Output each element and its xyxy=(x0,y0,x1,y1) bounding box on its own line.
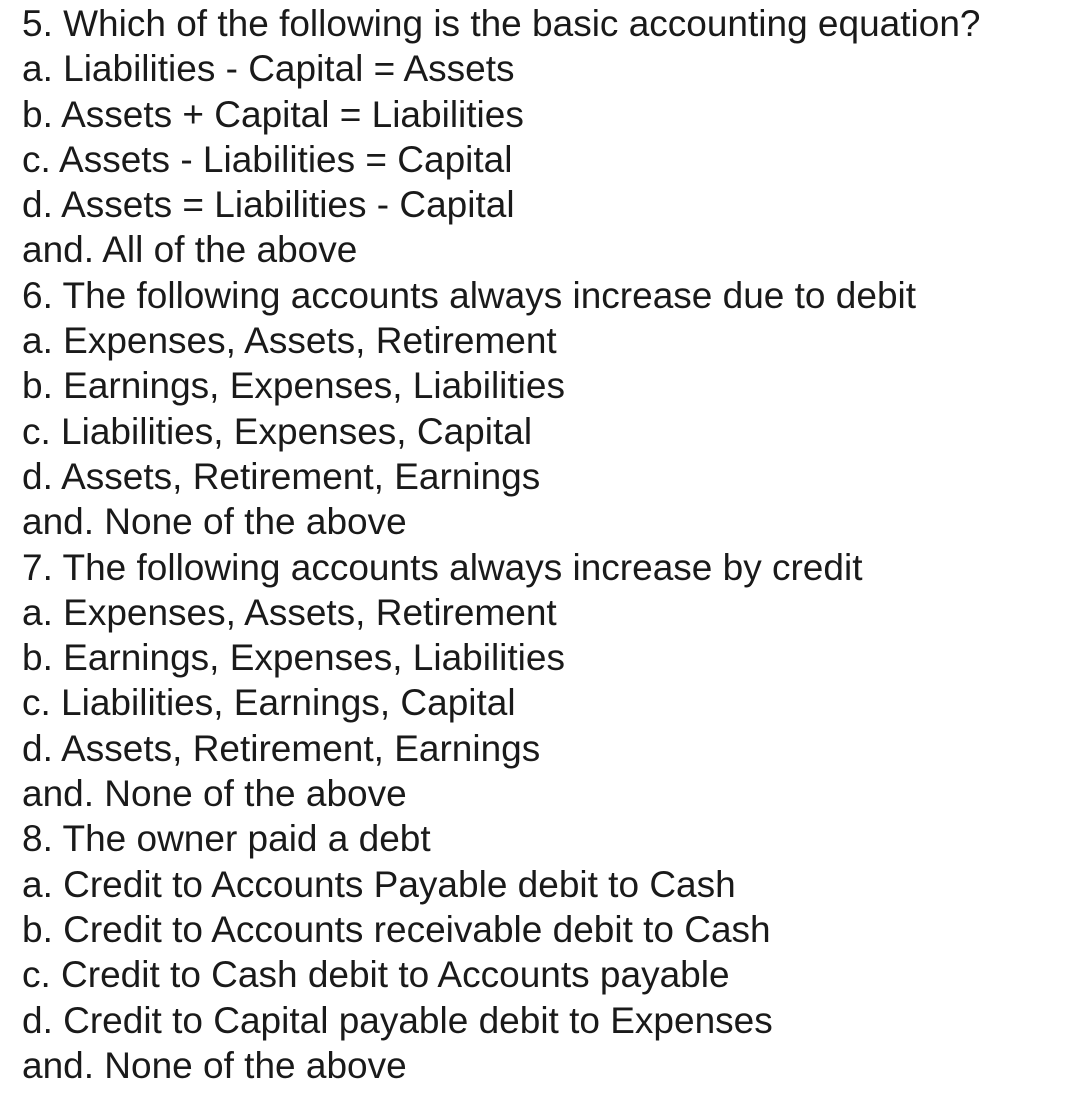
quiz-document xyxy=(22,1,1072,1088)
question-block xyxy=(22,816,1072,1088)
answer-option: d. Assets, Retirement, Earnings xyxy=(22,727,541,769)
answer-option: a. Expenses, Assets, Retirement xyxy=(22,591,557,633)
question-block xyxy=(22,1,1072,273)
answer-option: a. Liabilities - Capital = Assets xyxy=(22,48,515,90)
question-block xyxy=(22,545,1072,817)
question-prompt: 7. The following accounts always increase by credit xyxy=(22,546,863,588)
answer-option: and. All of the above xyxy=(22,229,358,271)
question-prompt: 5. Which of the following is the basic accounting equation? xyxy=(22,3,981,44)
answer-option: and. None of the above xyxy=(22,773,407,815)
answer-option: a. Expenses, Assets, Retirement xyxy=(22,320,557,362)
question-prompt: 6. The following accounts always increase due to debit xyxy=(22,274,917,316)
answer-option: b. Credit to Accounts receivable debit to Cash xyxy=(22,908,771,950)
question-block xyxy=(22,273,1072,545)
answer-option: c. Assets - Liabilities = Capital xyxy=(22,138,513,180)
answer-option: b. Earnings, Expenses, Liabilities xyxy=(22,637,565,679)
question-prompt: 8. The owner paid a debt xyxy=(22,818,431,860)
answer-option: a. Credit to Accounts Payable debit to Cash xyxy=(22,863,736,905)
answer-option: d. Assets, Retirement, Earnings xyxy=(22,455,541,497)
answer-option: c. Credit to Cash debit to Accounts payable xyxy=(22,954,730,996)
answer-option: c. Liabilities, Expenses, Capital xyxy=(22,410,533,452)
answer-option: d. Credit to Capital payable debit to Expenses xyxy=(22,999,773,1041)
answer-option: b. Assets + Capital = Liabilities xyxy=(22,93,524,135)
answer-option: and. None of the above xyxy=(22,501,407,543)
answer-option: and. None of the above xyxy=(22,1044,407,1086)
answer-option: d. Assets = Liabilities - Capital xyxy=(22,184,515,226)
answer-option: b. Earnings, Expenses, Liabilities xyxy=(22,365,565,407)
answer-option: c. Liabilities, Earnings, Capital xyxy=(22,682,516,724)
